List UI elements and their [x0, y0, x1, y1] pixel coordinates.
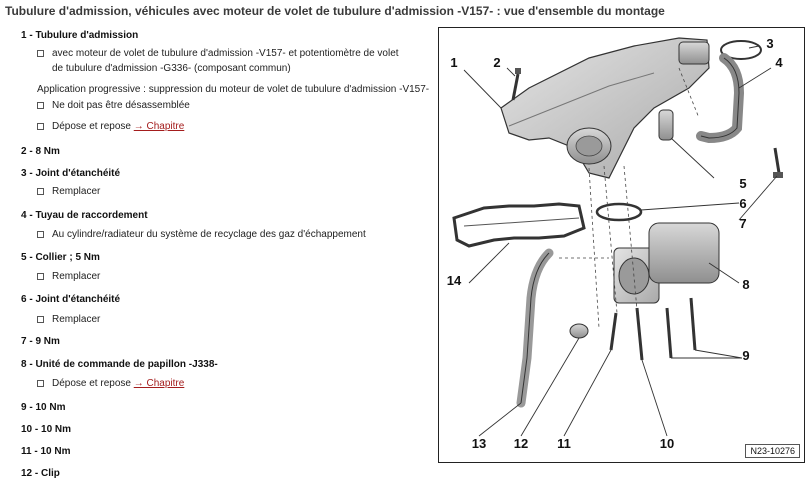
callout-3: 3	[766, 36, 774, 51]
callout-8: 8	[742, 277, 750, 292]
part-heading: 6 - Joint d'étanchéité	[21, 294, 121, 305]
square-bullet-icon	[37, 102, 44, 109]
callout-11: 11	[557, 436, 571, 451]
part-heading: 11 - 10 Nm	[21, 446, 71, 457]
intake-manifold-drawing	[439, 28, 803, 461]
page-title: Tubulure d'admission, véhicules avec moteur de volet de tubulure d'admission -V157- : vue d'ensemble du montage	[5, 4, 665, 18]
chapter-link[interactable]: → Chapitre	[133, 378, 185, 389]
square-bullet-icon	[37, 188, 44, 195]
pipe-13	[521, 253, 549, 403]
figure-reference: N23-10276	[745, 444, 800, 458]
callout-13: 13	[471, 436, 487, 451]
clip-12	[570, 324, 588, 338]
part-heading: 4 - Tuyau de raccordement	[21, 210, 148, 221]
callout-4: 4	[775, 55, 783, 70]
part-heading: 2 - 8 Nm	[21, 146, 60, 157]
gasket-6	[597, 204, 641, 220]
part-detail: avec moteur de volet de tubulure d'admission -V157- et potentiomètre de volet de tubulure d'admission -G336- (composant commun)	[37, 47, 412, 76]
part-heading: 12 - Clip	[21, 468, 60, 479]
throttle-valve-control-module	[614, 223, 719, 303]
part-heading: 10 - 10 Nm	[21, 424, 72, 435]
square-bullet-icon	[37, 123, 44, 130]
callout-5: 5	[739, 176, 747, 191]
part-detail: Dépose et repose → Chapitre	[37, 120, 417, 135]
part-note: Application progressive : suppression du moteur de volet de tubulure d'admission -V157-	[37, 84, 430, 95]
part-heading: 1 - Tubulure d'admission	[21, 30, 139, 41]
callout-1: 1	[450, 55, 458, 70]
callout-6: 6	[739, 196, 747, 211]
part-detail: Remplacer	[37, 270, 417, 285]
part-detail: Ne doit pas être désassemblée	[37, 99, 417, 114]
part-detail: Remplacer	[37, 313, 417, 328]
chapter-link[interactable]: → Chapitre	[133, 121, 185, 132]
bolt-7	[773, 148, 783, 178]
part-heading: 9 - 10 Nm	[21, 402, 66, 413]
part-heading: 7 - 9 Nm	[21, 336, 60, 347]
part-detail: Dépose et repose → Chapitre	[37, 377, 417, 392]
square-bullet-icon	[37, 316, 44, 323]
intake-manifold	[501, 38, 709, 178]
clamp-5	[659, 110, 673, 140]
bolts-9-10-11	[611, 298, 695, 360]
part-detail: Remplacer	[37, 185, 417, 200]
callout-12: 12	[513, 436, 529, 451]
callout-14: 14	[446, 273, 462, 288]
part-heading: 8 - Unité de commande de papillon -J338-	[21, 359, 218, 370]
part-heading: 5 - Collier ; 5 Nm	[21, 252, 100, 263]
square-bullet-icon	[37, 380, 44, 387]
square-bullet-icon	[37, 50, 44, 57]
callout-10: 10	[659, 436, 675, 451]
callout-7: 7	[739, 216, 747, 231]
part-detail: Au cylindre/radiateur du système de recyclage des gaz d'échappement	[37, 228, 427, 243]
square-bullet-icon	[37, 231, 44, 238]
square-bullet-icon	[37, 273, 44, 280]
part-heading: 3 - Joint d'étanchéité	[21, 168, 121, 179]
exploded-view-figure	[438, 27, 805, 463]
callout-2: 2	[493, 55, 501, 70]
callout-9: 9	[742, 348, 750, 363]
